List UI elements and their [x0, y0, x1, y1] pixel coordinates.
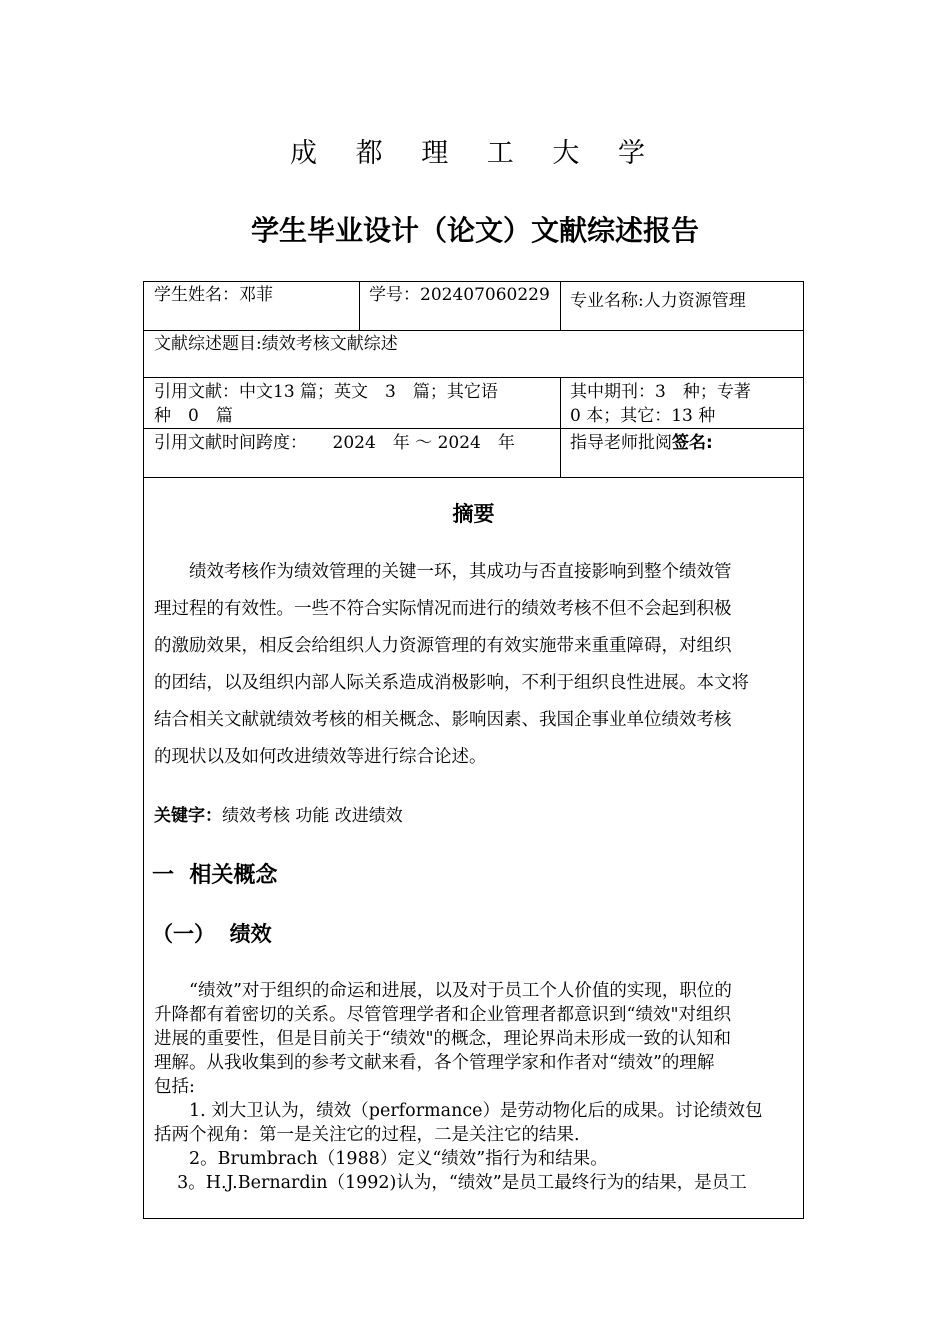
table-divider	[144, 477, 803, 478]
body-line: 理解。从我收集到的参考文献来看，各个管理学家和作者对“绩效”的理解	[154, 1053, 715, 1073]
advisor-sign-label: 签名:	[672, 433, 713, 453]
subsection-heading: （一） 绩效	[152, 922, 272, 946]
abstract-line: 结合相关文献就绩效考核的相关概念、影响因素、我国企事业单位绩效考核	[154, 710, 732, 730]
topic-cell: 文献综述题目:绩效考核文献综述	[154, 334, 398, 354]
table-divider	[144, 330, 803, 331]
section-heading: 一 相关概念	[152, 863, 278, 888]
keywords	[154, 801, 403, 826]
time-span-cell: 引用文献时间跨度： 2024 年 ～ 2024 年	[154, 433, 515, 453]
abstract-line: 的团结，以及组织内部人际关系造成消极影响，不利于组织良性进展。本文将	[154, 673, 749, 693]
table-divider	[144, 377, 803, 378]
body-line: 2。Brumbrach（1988）定义“绩效”指行为和结果。	[154, 1149, 608, 1169]
body-line: 3。H.J.Bernardin（1992)认为，“绩效”是员工最终行为的结果，是员工	[154, 1173, 747, 1193]
body-line: 1. 刘大卫认为，绩效（performance）是劳动物化后的成果。讨论绩效包	[154, 1101, 763, 1121]
major-cell: 专业名称:人力资源管理	[570, 291, 746, 311]
abstract-heading: 摘要	[452, 502, 495, 526]
journals-line2: 0 本；其它：13 种	[570, 406, 716, 426]
university-name: 成 都 理 工 大 学	[290, 138, 660, 169]
student-name-cell: 学生姓名：邓菲	[154, 285, 273, 305]
abstract-paragraph	[154, 554, 793, 776]
table-column-divider	[560, 282, 561, 330]
journals-line1: 其中期刊：3 种；专著	[570, 382, 751, 402]
body-line: 升降都有着密切的关系。尽管管理学者和企业管理者都意识到“绩效"对组织	[154, 1005, 731, 1025]
table-column-divider	[560, 377, 561, 477]
table-divider	[144, 428, 803, 429]
advisor-sign-cell	[570, 431, 713, 455]
keywords-label: 关键字：	[154, 806, 222, 826]
student-id-cell: 学号：202407060229	[369, 285, 550, 305]
abstract-line: 理过程的有效性。一些不符合实际情况而进行的绩效考核不但不会起到积极	[154, 599, 732, 619]
body-line: 进展的重要性，但是目前关于“绩效"的概念，理论界尚未形成一致的认知和	[154, 1029, 731, 1049]
body-line: 括两个视角：第一是关注它的过程，二是关注它的结果.	[154, 1125, 580, 1145]
refs-count-line2: 种 0 篇	[154, 406, 233, 426]
abstract-line: 的激励效果，相反会给组织人力资源管理的有效实施带来重重障碍，对组织	[154, 636, 732, 656]
refs-count-line1: 引用文献：中文13 篇；英文 3 篇；其它语	[154, 382, 498, 402]
abstract-line: 绩效考核作为绩效管理的关键一环，其成功与否直接影响到整个绩效管	[154, 562, 732, 582]
report-frame	[143, 281, 804, 1219]
performance-paragraph	[154, 979, 793, 1195]
body-line: 包括:	[154, 1077, 195, 1097]
abstract-line: 的现状以及如何改进绩效等进行综合论述。	[154, 747, 487, 767]
report-title: 学生毕业设计（论文）文献综述报告	[250, 214, 699, 247]
body-line: “绩效”对于组织的命运和进展，以及对于员工个人价值的实现，职位的	[154, 981, 732, 1001]
keywords-text: 绩效考核 功能 改进绩效	[222, 806, 403, 826]
advisor-prefix: 指导老师批阅	[570, 433, 672, 453]
table-column-divider	[359, 282, 360, 330]
